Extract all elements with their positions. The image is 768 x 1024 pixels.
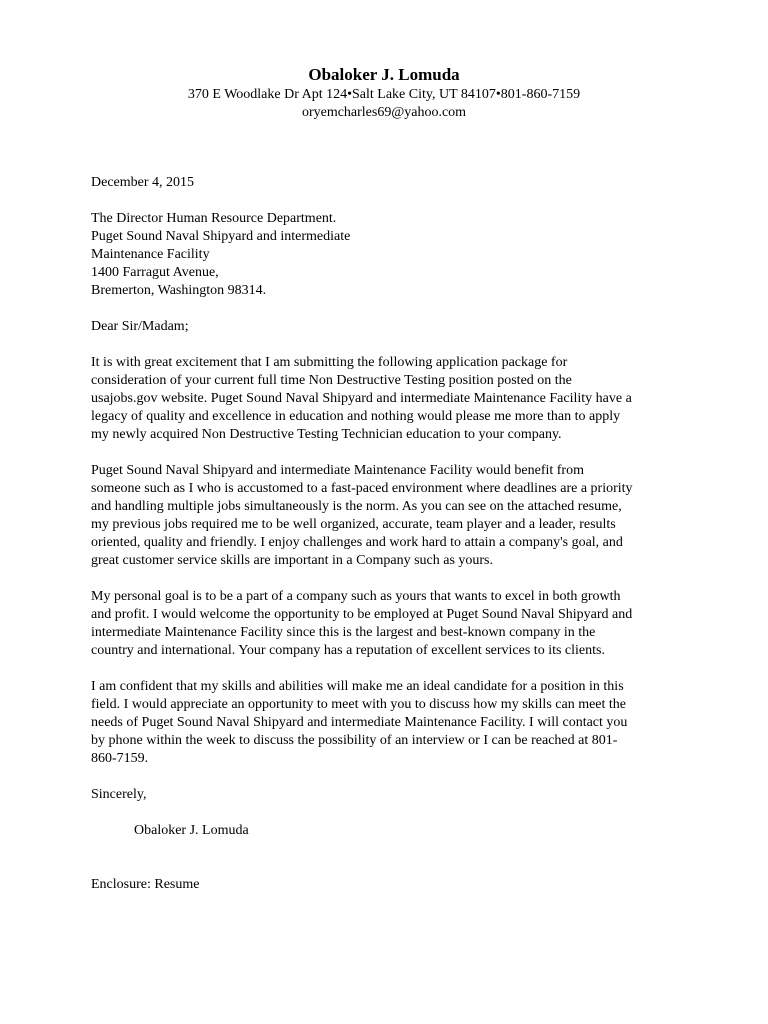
- paragraph-line: someone such as I who is accustomed to a fast-paced environment where deadlines are a priority: [91, 481, 633, 496]
- paragraph-line: I am confident that my skills and abilities will make me an ideal candidate for a position in this: [91, 679, 624, 694]
- paragraph-line: Puget Sound Naval Shipyard and intermediate Maintenance Facility would benefit from: [91, 463, 584, 478]
- paragraph-4: [91, 678, 691, 768]
- signature-name: Obaloker J. Lomuda: [134, 823, 249, 838]
- paragraph-3: [91, 588, 691, 660]
- recipient-line: Puget Sound Naval Shipyard and intermediate: [91, 229, 351, 244]
- recipient-line: 1400 Farragut Avenue,: [91, 265, 219, 280]
- paragraph-line: my newly acquired Non Destructive Testing Technician education to your company.: [91, 427, 562, 442]
- sender-name: Obaloker J. Lomuda: [308, 65, 460, 84]
- recipient-line: Maintenance Facility: [91, 247, 210, 262]
- closing: Sincerely,: [91, 787, 147, 802]
- paragraph-line: It is with great excitement that I am submitting the following application package for: [91, 355, 568, 370]
- salutation: Dear Sir/Madam;: [91, 319, 189, 334]
- paragraph-line: legacy of quality and excellence in education and nothing would please me more than to apply: [91, 409, 621, 424]
- recipient-address: [91, 210, 691, 300]
- paragraph-line: great customer service skills are important in a Company such as yours.: [91, 553, 494, 568]
- paragraph-line: and handling multiple jobs simultaneously is the norm. As you can see on the attached resume,: [91, 499, 622, 514]
- letterhead: [0, 64, 768, 122]
- paragraph-2: [91, 462, 691, 570]
- paragraph-1: [91, 354, 691, 444]
- paragraph-line: 860-7159.: [91, 751, 149, 766]
- paragraph-line: by phone within the week to discuss the possibility of an interview or I can be reached at 801-: [91, 733, 618, 748]
- paragraph-line: field. I would appreciate an opportunity to meet with you to discuss how my skills can meet the: [91, 697, 627, 712]
- letter-date: December 4, 2015: [91, 175, 195, 190]
- letter-body: [91, 174, 691, 894]
- paragraph-line: consideration of your current full time Non Destructive Testing position posted on the: [91, 373, 572, 388]
- recipient-line: Bremerton, Washington 98314.: [91, 283, 267, 298]
- paragraph-line: usajobs.gov website. Puget Sound Naval Shipyard and intermediate Maintenance Facility have a: [91, 391, 632, 406]
- sender-address: 370 E Woodlake Dr Apt 124•Salt Lake City, UT 84107•801-860-7159: [187, 87, 581, 102]
- sender-email: oryemcharles69@yahoo.com: [301, 105, 467, 120]
- paragraph-line: My personal goal is to be a part of a company such as yours that wants to excel in both growth: [91, 589, 621, 604]
- paragraph-line: intermediate Maintenance Facility since this is the largest and best-known company in the: [91, 625, 596, 640]
- paragraph-line: oriented, quality and friendly. I enjoy challenges and work hard to attain a company's goal, and: [91, 535, 623, 550]
- paragraph-line: country and international. Your company has a reputation of excellent services to its clients.: [91, 643, 605, 658]
- paragraph-line: and profit. I would welcome the opportunity to be employed at Puget Sound Naval Shipyard and: [91, 607, 633, 622]
- recipient-line: The Director Human Resource Department.: [91, 211, 337, 226]
- enclosure-note: Enclosure: Resume: [91, 877, 200, 892]
- paragraph-line: needs of Puget Sound Naval Shipyard and intermediate Maintenance Facility. I will contact you: [91, 715, 628, 730]
- paragraph-line: my previous jobs required me to be well organized, accurate, team player and a leader, results: [91, 517, 616, 532]
